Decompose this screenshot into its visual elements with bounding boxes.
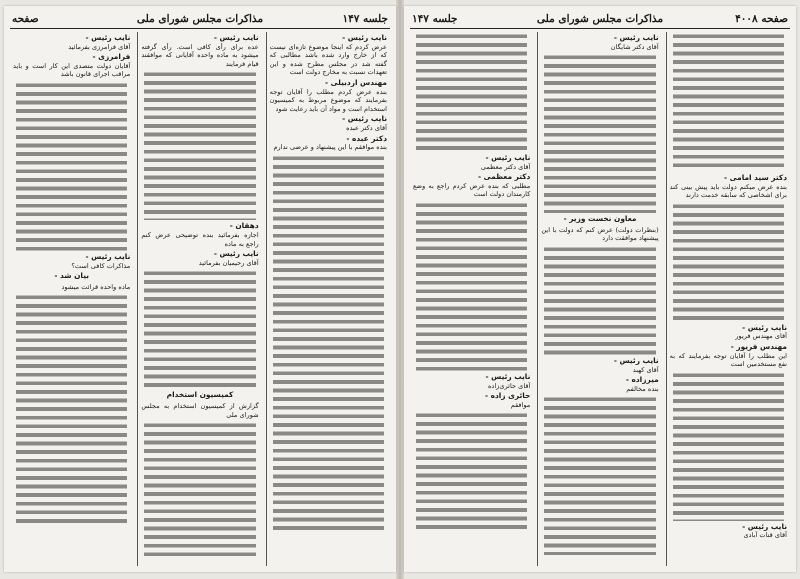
right-session-label: جلسه ۱۴۷ (412, 13, 458, 25)
dense-text-lines (673, 32, 784, 172)
dense-text-lines (416, 32, 527, 152)
speaker-label: نایب رئیس - (213, 33, 259, 42)
speaker-label: نایب رئیس - (342, 33, 387, 42)
speaker-label: دکتر عبده - (346, 133, 387, 143)
dense-text-lines (16, 81, 127, 251)
text-block (670, 32, 787, 172)
speech-text: بنده مخالفم (626, 384, 659, 393)
speaker-label: مهندس اردبیلی - (324, 77, 387, 87)
speaker-label: دکتر سید امامی - (724, 173, 787, 182)
right-columns (410, 32, 790, 566)
speech-text: عده برای رأی کافی است. رأی گرفته میشود به ماده واحده آقایانی که موافقند قیام فرمایند (141, 42, 259, 68)
speech-text: (بنظرات دولت) عرض کنم که دولت با این پیشنهاد موافقت دارد (541, 225, 659, 243)
speech-text: اجازه بفرمائید بنده توضیحی عرض کنم راجع به ماده (141, 230, 259, 248)
speaker-label: حائری زاده - (484, 391, 531, 401)
dense-text-lines (416, 201, 527, 371)
speaker-label: نایب رئیس - (85, 33, 131, 42)
dense-text-lines (544, 395, 655, 555)
speech-text: بنده عرض میکنم دولت باید پیش بینی کند برای اشخاصی که سابقه خدمت دارند (669, 182, 787, 200)
text-block (670, 371, 787, 521)
speaker-label: نایب رئیس - (342, 114, 387, 124)
speaker-label: فرامرزی - (92, 52, 131, 62)
speaker-label: میرزاده - (625, 375, 659, 385)
speaker-label: مهندس فریور - (730, 341, 787, 351)
left-session-label: صفحه (12, 13, 39, 25)
speech-text: آقای دکتر شایگان (610, 42, 659, 51)
dense-text-lines (416, 411, 527, 531)
speaker-label: نایب رئیس - (485, 371, 531, 381)
speech-text: موافقم (510, 400, 531, 409)
text-block (541, 395, 658, 555)
left-column-1 (266, 32, 390, 566)
section-heading: کمیسیون استخدام (166, 390, 234, 400)
text-block (670, 202, 787, 322)
speech-text: ماده واحده قرائت میشود (61, 282, 131, 291)
text-block (141, 421, 258, 561)
speech-text: گزارش از کمیسیون استخدام به مجلس شورای ملی (141, 401, 259, 419)
right-column-3 (410, 32, 533, 566)
right-column-2 (537, 32, 661, 566)
speech-text: مذاکرات کافی است؟ (71, 261, 131, 270)
speaker-label: نایب رئیس - (742, 322, 787, 332)
text-block (413, 201, 530, 371)
dense-text-lines (16, 293, 127, 523)
text-block (13, 293, 130, 523)
speech-text: آقایان دولت متصدی این کار است و باید مراقب اجرای قانون باشد (13, 61, 131, 79)
speech-text: مطلبی که بنده عرض کردم راجع به وضع کارمندان دولت است (413, 181, 531, 199)
speaker-label: نایب رئیس - (613, 33, 659, 42)
speech-text: آقای رحیمیان بفرمائید (198, 258, 259, 267)
left-page (4, 6, 396, 572)
dense-text-lines (144, 421, 255, 561)
speaker-label: نایب رئیس - (213, 249, 259, 259)
left-page-header (12, 12, 388, 26)
text-block (541, 53, 658, 213)
right-column-1 (666, 32, 790, 566)
section-heading: معاون نخست وزیر - (563, 214, 637, 224)
speech-text: آقای قنات آبادی (743, 531, 787, 540)
speaker-label: نایب رئیس - (613, 355, 659, 365)
speaker-label: دهقان - (229, 221, 259, 231)
dense-text-lines (544, 53, 655, 213)
text-block (270, 154, 387, 534)
text-block (13, 81, 130, 251)
speaker-label: نایب رئیس - (742, 521, 787, 531)
speech-text: بنده موافقم با این پیشنهاد و عرضی ندارم (273, 143, 387, 152)
dense-text-lines (544, 245, 655, 355)
text-block (141, 269, 258, 389)
section-heading: بیان شد - (54, 271, 89, 281)
dense-text-lines (144, 269, 255, 389)
speech-text: آقای فرامرزی بفرمائید (68, 42, 131, 51)
text-block (541, 245, 658, 355)
text-block (141, 70, 258, 220)
speech-text: عرض کردم که اینجا موضوع تازه‌ای نیست که از خارج وارد شده باشد مطالبی که گفته شد در مجلس مطرح شده و این تعهدات نسبت به مخارج دولت است (269, 42, 387, 77)
dense-text-lines (673, 202, 784, 322)
right-page-title: مذاکرات مجلس شورای ملی (536, 13, 664, 25)
left-column-3 (10, 32, 133, 566)
right-page-number: صفحه ۴۰۰۸ (735, 13, 788, 25)
right-page (404, 6, 796, 572)
left-page-number: جلسه ۱۴۷ (342, 13, 388, 25)
dense-text-lines (273, 154, 384, 534)
speech-text: آقای مهندس فریور (735, 332, 787, 341)
text-block (413, 32, 530, 152)
dense-text-lines (673, 371, 784, 521)
speech-text: بنده عرض کردم مطلب را آقایان توجه بفرمایند که موضوع مربوط به کمیسیون استخدام است و مواد آن باید رعایت شود (269, 87, 387, 113)
speaker-label: نایب رئیس - (485, 153, 531, 162)
right-page-header (412, 12, 788, 26)
dense-text-lines (144, 70, 255, 220)
right-header-rule (410, 28, 790, 29)
left-column-2 (137, 32, 261, 566)
speech-text: این مطلب را آقایان توجه بفرمایند که به نفع مستخدمین است (669, 351, 787, 369)
left-columns (10, 32, 390, 566)
left-page-title: مذاکرات مجلس شورای ملی (136, 13, 264, 25)
speech-text: آقای دکتر معظمی (480, 162, 531, 171)
book-gutter (396, 0, 404, 579)
left-header-rule (10, 28, 390, 29)
speech-text: آقای حائری‌زاده (487, 381, 531, 390)
speaker-label: دکتر معظمی - (478, 172, 531, 182)
text-block (413, 411, 530, 531)
speech-text: آقای کهبد (632, 365, 659, 374)
speech-text: آقای دکتر عبده (346, 123, 387, 132)
speaker-label: نایب رئیس - (85, 251, 131, 261)
